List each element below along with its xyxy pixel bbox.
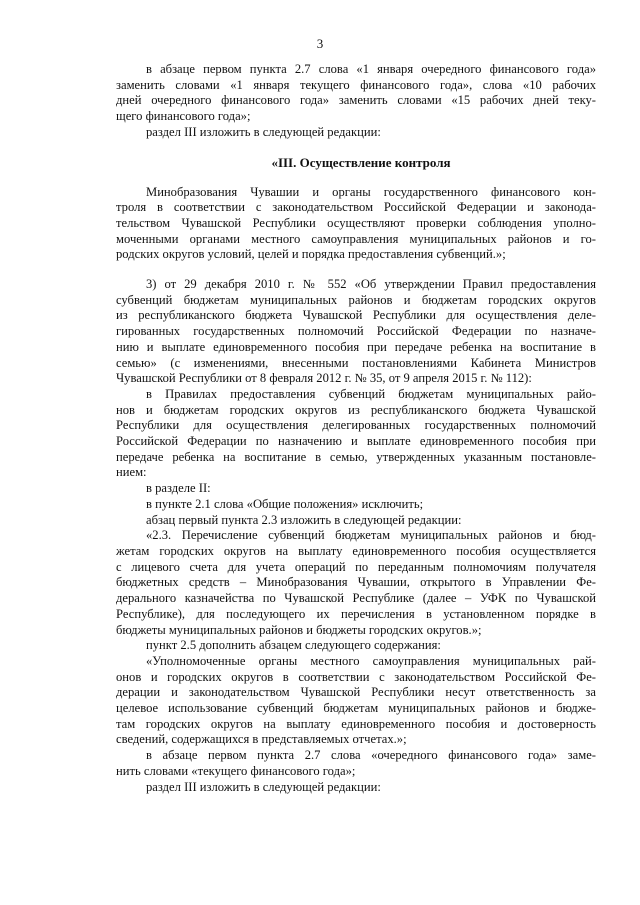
text-line: Российской Федерации по назначению и выплате единовременного пособия при [116, 434, 596, 449]
text-line: раздел III изложить в следующей редакции: [146, 779, 381, 794]
text-line: «Уполномоченные органы местного самоуправления муниципальных рай- [146, 653, 596, 668]
text-line: с лицевого счета для учета операций по переданным полномочиям получателя [116, 559, 596, 574]
text-line: абзац первый пункта 2.3 изложить в следующей редакции: [146, 512, 462, 527]
text-line: целевое использование субвенций бюджетам муниципальных районов и бюдже- [116, 701, 596, 716]
text-line: дерального казначейства по Чувашской Республике (далее – УФК по Чувашской [116, 591, 596, 606]
text-line: родских округов условий, целей и порядка предоставления субвенций.»; [116, 247, 506, 262]
text-line: дней очередного финансового года» заменить словами «15 рабочих дней теку- [116, 93, 596, 108]
text-line: из республиканского бюджета Чувашской Республики для осуществления деле- [116, 308, 596, 323]
text-line: заменить словами «1 января текущего финансового года», слова «10 рабочих [116, 77, 596, 92]
text-line: в разделе II: [146, 481, 211, 496]
text-line: передаче ребенка на воспитание в семью, утвержденных указанным постановле- [116, 449, 596, 464]
text-line: там городских округов на выплату единовременного пособия и достоверность [116, 716, 596, 731]
text-line: гированных государственных полномочий Российской Федерации по назначе- [116, 324, 596, 339]
text-line: Чувашской Республики от 8 февраля 2012 г. № 35, от 9 апреля 2015 г. № 112): [116, 371, 532, 386]
document-body [116, 62, 596, 795]
text-line: в абзаце первом пункта 2.7 слова «очередного финансового года» заме- [146, 748, 596, 763]
text-line: моченными органами местного самоуправления муниципальных районов и го- [116, 231, 596, 246]
text-line: сведений, содержащихся в представляемых отчетах.»; [116, 732, 407, 747]
text-line: нию и выплате единовременного пособия при передаче ребенка на воспитание в [116, 339, 596, 354]
text-line: Республике), для последующего их перечисления в установленном порядке в [116, 606, 596, 621]
text-line: щего финансового года»; [116, 109, 251, 124]
text-line: Минобразования Чувашии и органы государственного финансового кон- [146, 184, 596, 199]
text-line: раздел III изложить в следующей редакции: [146, 124, 381, 139]
text-line: дерации и законодательством Чувашской Республики несут ответственность за [116, 685, 596, 700]
text-line: жетам городских округов на выплату единовременного пособия осуществляется [116, 543, 596, 558]
section-heading: «III. Осуществление контроля [271, 154, 451, 170]
text-line: семью» (с изменениями, внесенными постановлениями Кабинета Министров [116, 355, 596, 370]
text-line: нов и бюджетам городских округов из республиканского бюджета Чувашской [116, 402, 596, 417]
text-line: «2.3. Перечисление субвенций бюджетам муниципальных районов и бюд- [146, 528, 596, 543]
text-line: бюджетных средств – Минобразования Чувашии, открытого в Управлении Фе- [116, 575, 596, 590]
text-line: в абзаце первом пункта 2.7 слова «1 января очередного финансового года» [146, 62, 596, 76]
text-line: тельством Чувашской Республики осуществляют проверки соблюдения уполно- [116, 215, 596, 230]
text-line: 3) от 29 декабря 2010 г. № 552 «Об утверждении Правил предоставления [146, 277, 596, 292]
text-line: троля в соответствии с законодательством Российской Федерации и законода- [116, 200, 596, 215]
text-line: нием: [116, 465, 147, 480]
text-line: бюджеты муниципальных районов и бюджеты городских округов.»; [116, 622, 482, 637]
text-line: в пункте 2.1 слова «Общие положения» исключить; [146, 496, 424, 511]
text-line: онов и городских округов в соответствии с законодательством Российской Фе- [116, 669, 596, 684]
text-line: Республики для осуществления делегированных государственных полномочий [116, 418, 596, 433]
text-line: нить словами «текущего финансового года»; [116, 763, 356, 778]
text-line: в Правилах предоставления субвенций бюджетам муниципальных райо- [146, 386, 596, 401]
page-number: 3 [316, 36, 324, 51]
text-line: пункт 2.5 дополнить абзацем следующего содержания: [146, 638, 441, 653]
text-line: субвенций бюджетам муниципальных районов и бюджетам городских округов [116, 292, 596, 307]
